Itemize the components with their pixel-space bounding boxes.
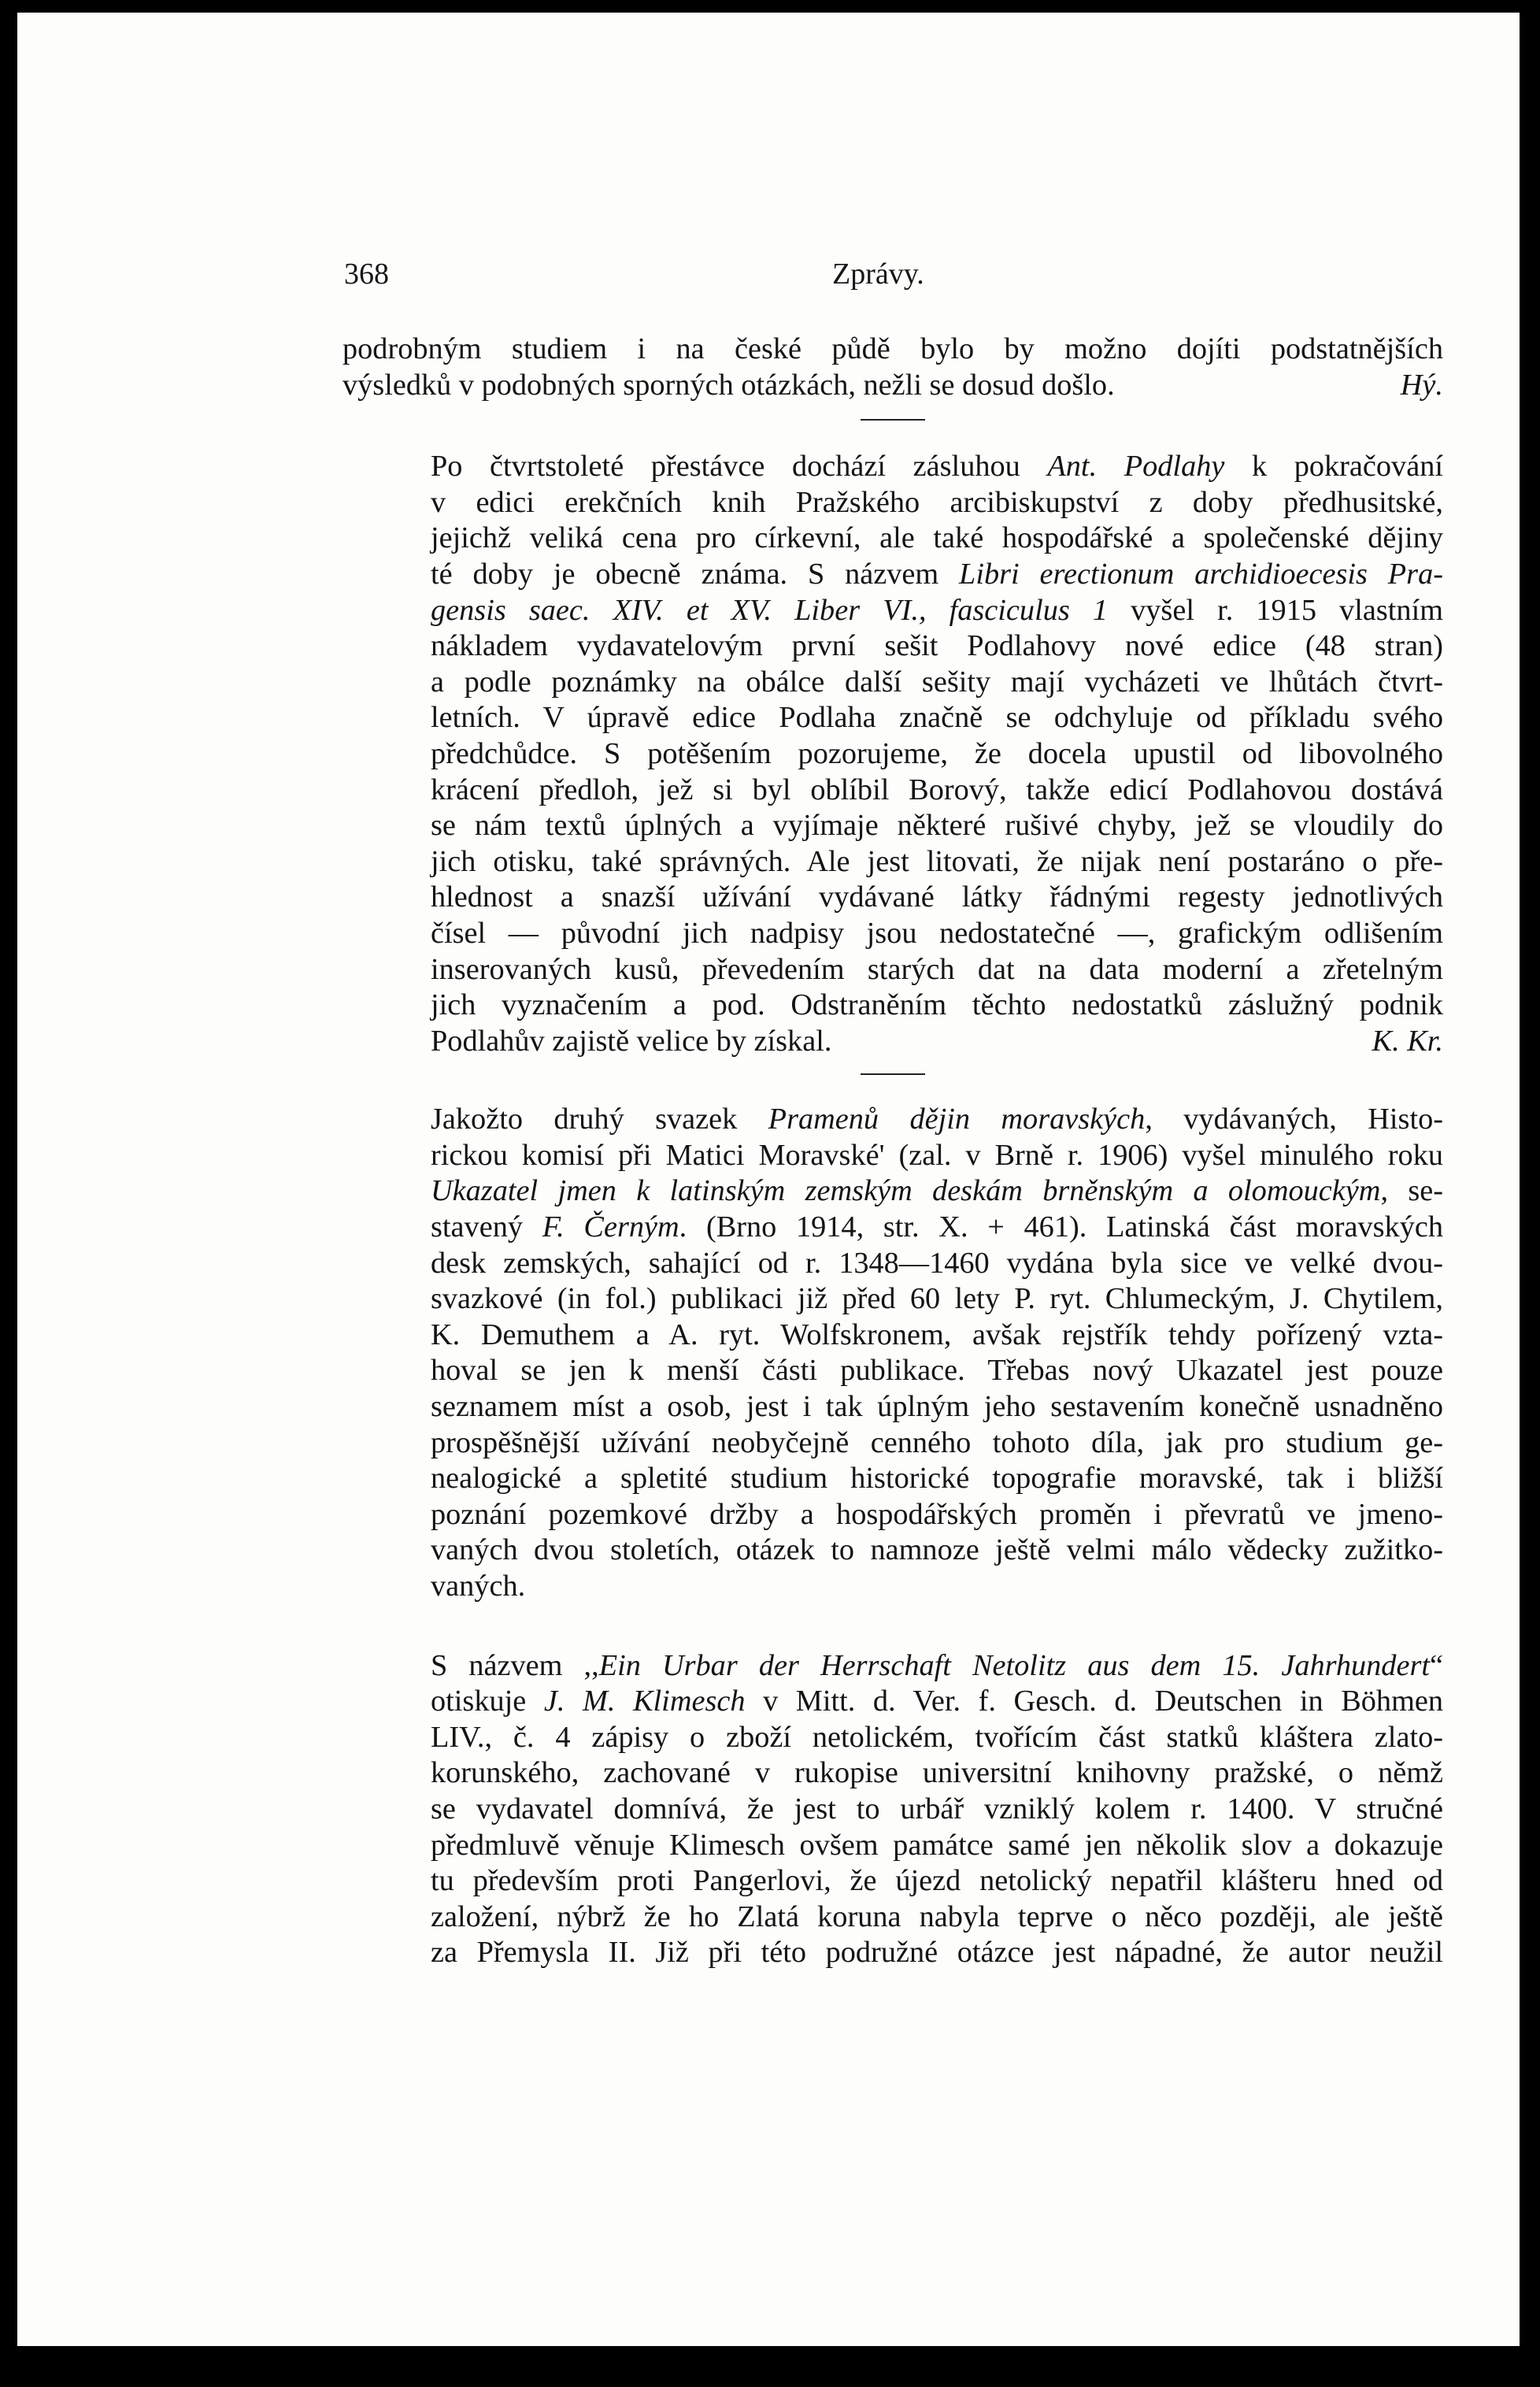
text-line xyxy=(342,1210,1443,1246)
text-line: prospěšnější užívání neobyčejně cenného tohoto díla, jak pro studium ge- xyxy=(431,1425,1443,1459)
paragraph-gap xyxy=(342,1605,1443,1648)
book-title: gensis saec. XIV. et XV. Liber VI., fasciculus 1 xyxy=(431,593,1109,627)
text-line xyxy=(342,1102,1443,1138)
text-line: v edici erekčních knih Pražského arcibiskupství z doby předhusitské, xyxy=(431,485,1443,519)
text-run: , vydávaných, Histo- xyxy=(1145,1103,1443,1136)
text-line xyxy=(342,557,1443,593)
text-line: za Přemysla II. Již při této podružné otázce jest nápadné, že autor neužil xyxy=(431,1936,1443,1970)
text-line: poznání pozemkové držby a hospodářských proměn i převratů ve jmeno- xyxy=(431,1497,1443,1531)
book-title: Libri erectionum archidioecesis Pra- xyxy=(959,557,1443,591)
text-run: k pokračování xyxy=(1224,450,1443,484)
text-run: výsledků v podobných sporných otázkách, nežli se dosud došlo. xyxy=(342,368,1115,402)
paragraph-podlaha xyxy=(342,449,1443,1059)
paragraph-continuation xyxy=(342,332,1443,403)
text-run: vyšel r. 1915 vlastním xyxy=(1108,593,1443,627)
text-run: “ xyxy=(1430,1648,1443,1682)
section-divider xyxy=(861,1073,925,1075)
text-line: jich vyznačením a pod. Odstraněním těchto nedostatků záslužný podnik xyxy=(431,988,1443,1022)
text-run: otiskuje xyxy=(431,1685,544,1718)
author-name: Ant. Podlahy xyxy=(1047,450,1225,484)
text-line: podrobným studiem i na české půdě bylo by možno dojíti podstatnějších xyxy=(342,332,1443,365)
text-line xyxy=(342,1173,1443,1210)
text-line: krácení předloh, jež si byl oblíbil Borový, takže edicí Podlahovou dostává xyxy=(431,773,1443,806)
text-line: čísel — původní jich nadpisy jsou nedostatečné —, grafickým odlišením xyxy=(431,916,1443,950)
page-number: 368 xyxy=(344,258,389,291)
author-signature: Hý. xyxy=(1400,368,1443,402)
author-name: F. Černým xyxy=(542,1210,679,1244)
text-line xyxy=(342,1024,1443,1060)
author-name: J. M. Klimesch xyxy=(543,1685,746,1718)
paragraph-urbar xyxy=(342,1648,1443,1971)
text-line: hlednost a snazší užívání vydávané látky řádnými regesty jednotlivých xyxy=(431,880,1443,914)
text-line: založení, nýbrž že ho Zlatá koruna nabyla teprve o něco později, ale ještě xyxy=(431,1900,1443,1933)
text-line: korunského, zachované v rukopise universitní knihovny pražské, o němž xyxy=(431,1756,1443,1790)
author-signature: K. Kr. xyxy=(1372,1024,1443,1058)
text-line: se vydavatel domnívá, že jest to urbář vzniklý kolem r. 1400. V stručné xyxy=(431,1792,1443,1825)
text-line: nealogické a spletité studium historické topografie moravské, tak i bližší xyxy=(431,1462,1443,1496)
text-line: svazkové (in fol.) publikaci již před 60 lety P. ryt. Chlumeckým, J. Chytilem, xyxy=(431,1282,1443,1316)
text-line xyxy=(342,593,1443,629)
text-line: letních. V úpravě edice Podlaha značně se odchyluje od příkladu svého xyxy=(431,701,1443,735)
text-line: a podle poznámky na obálce další sešity mají vycházeti ve lhůtách čtvrt- xyxy=(431,665,1443,699)
text-line: K. Demuthem a A. ryt. Wolfskronem, avšak rejstřík tehdy pořízený vzta- xyxy=(431,1318,1443,1351)
text-run: v Mitt. d. Ver. f. Gesch. d. Deutschen in Böhmen xyxy=(745,1685,1443,1718)
text-line: vaných dvou stoletích, otázek to namnoze ještě velmi málo vědecky zužitko- xyxy=(431,1533,1443,1567)
page xyxy=(17,13,1520,2346)
text-line: hoval se jen k menší části publikace. Třebas nový Ukazatel jest pouze xyxy=(431,1354,1443,1388)
text-line: rickou komisí při Matici Moravské' (zal. v Brně r. 1906) vyšel minulého roku xyxy=(431,1138,1443,1172)
text-line: se nám textů úplných a vyjímaje některé rušivé chyby, jež se vloudily do xyxy=(431,809,1443,843)
text-line xyxy=(342,449,1443,485)
paragraph-prameny xyxy=(342,1102,1443,1604)
text-line: tu především proti Pangerlovi, že újezd netolický nepatřil klášteru hned od xyxy=(431,1864,1443,1898)
text-line: LIV., č. 4 zápisy o zboží netolickém, tvořícím část statků kláštera zlato- xyxy=(431,1720,1443,1754)
text-line: seznamem míst a osob, jest i tak úplným jeho sestavením konečně usnadněno xyxy=(431,1390,1443,1424)
text-line xyxy=(342,1648,1443,1685)
text-run: Podlahův zajistě velice by získal. xyxy=(431,1024,832,1058)
text-run: Jakožto druhý svazek xyxy=(431,1103,768,1136)
text-run: . (Brno 1914, str. X. + 461). Latinská část moravských xyxy=(679,1210,1443,1244)
section-title: Zprávy. xyxy=(832,258,924,291)
text-run: S názvem ,, xyxy=(431,1648,599,1682)
section-divider xyxy=(861,419,925,421)
text-line: předmluvě věnuje Klimesch ovšem památce samé jen několik slov a dokazuje xyxy=(431,1828,1443,1862)
book-title: Ein Urbar der Herrschaft Netolitz aus dem 15. Jahrhundert xyxy=(598,1648,1430,1682)
text-line: jich otisku, také správných. Ale jest litovati, že nijak není postaráno o pře- xyxy=(431,844,1443,878)
book-title: Ukazatel jmen k latinským zemským deskám brněnským a olomouckým xyxy=(431,1174,1381,1208)
text-line xyxy=(342,1684,1443,1720)
text-line: jejichž veliká cena pro církevní, ale také hospodářské a společenské dějiny xyxy=(431,521,1443,555)
text-run: stavený xyxy=(431,1210,542,1244)
text-line: desk zemských, sahající od r. 1348—1460 vydána byla sice ve velké dvou- xyxy=(431,1246,1443,1280)
text-line: nákladem vydavatelovým první sešit Podlahovy nové edice (48 stran) xyxy=(431,629,1443,663)
text-run: Po čtvrtstoleté přestávce dochází zásluhou xyxy=(431,450,1048,484)
text-line: předchůdce. S potěšením pozorujeme, že docela upustil od libovolného xyxy=(431,736,1443,770)
text-line: inserovaných kusů, převedením starých dat na data moderní a zřetelným xyxy=(431,952,1443,986)
body-text xyxy=(342,332,1443,1971)
book-title: Pramenů dějin moravských xyxy=(768,1103,1146,1136)
text-run: , se- xyxy=(1380,1174,1443,1208)
text-line xyxy=(342,368,1443,404)
text-run: té doby je obecně známa. S názvem xyxy=(431,557,960,591)
text-line: vaných. xyxy=(431,1570,526,1603)
